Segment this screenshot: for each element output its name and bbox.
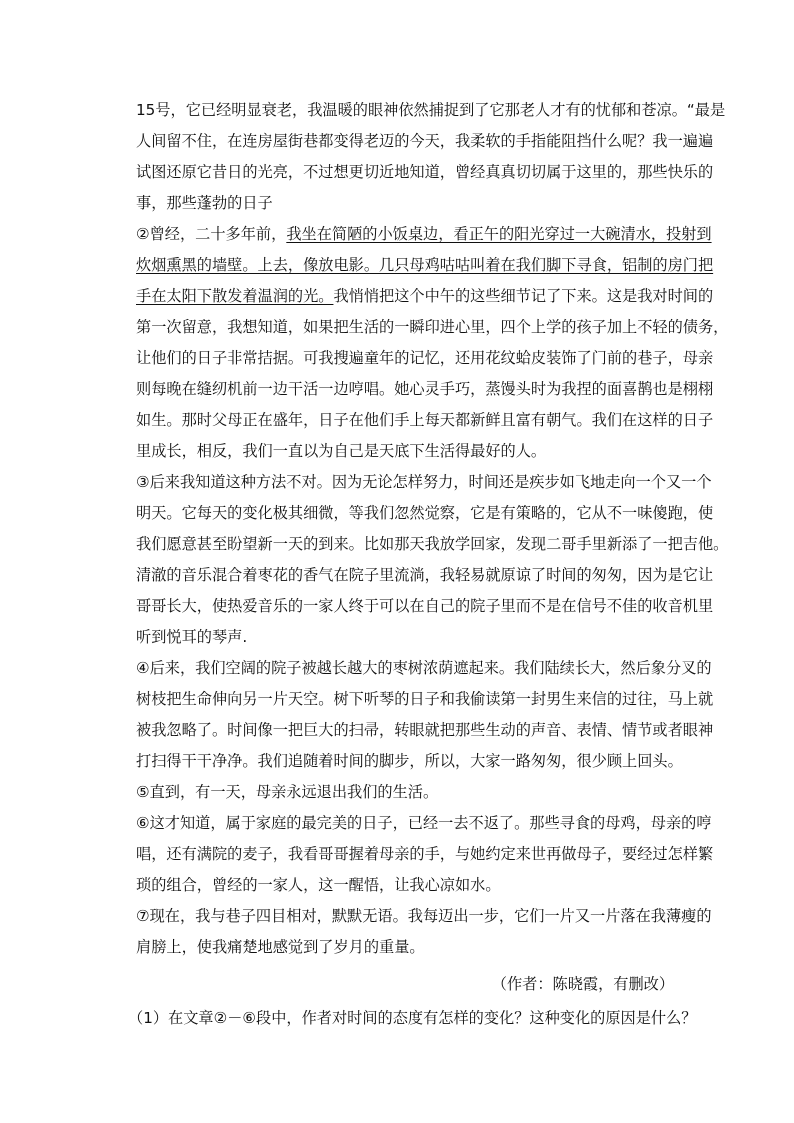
para2-plain-start: ②曾经，二十多年前， — [136, 225, 287, 243]
text-line-10: 则每晚在缝纫机前一边干活一边哼唱。她心灵手巧，蒸馒头时为我捏的面喜鹊也是栩栩 — [136, 380, 714, 398]
text-line-13: ③后来我知道这种方法不对。因为无论怎样努力，时间还是疾步如飞地走向一个又一个 — [136, 473, 712, 491]
para2-plain-end: 我悄悄把这个中午的这些细节记了下来。这是我对时间的 — [333, 287, 714, 305]
text-line-15: 我们愿意甚至盼望新一天的到来。比如那天我放学回家，发现二哥手里新添了一把吉他。 — [136, 535, 729, 553]
author-attribution: （作者：陈晓霞，有删改） — [491, 975, 674, 993]
text-line-19: ④后来，我们空阔的院子被越长越大的枣树浓荫遮起来。我们陆续长大，然后象分叉的 — [136, 659, 712, 677]
text-line-17: 哥哥长大，使热爱音乐的一家人终于可以在自己的院子里而不是在信号不佳的收音机里 — [136, 597, 714, 615]
underlined-sentence-part-1: 我坐在简陋的小饭桌边，看正午的阳光穿过一大碗清水，投射到 — [286, 225, 712, 243]
text-line-28: 肩膀上，使我痛楚地感觉到了岁月的重量。 — [136, 938, 425, 956]
text-line-1: 15号，它已经明显衰老，我温暖的眼神依然捕捉到了它那老人才有的忧郁和苍凉。“最是 — [136, 101, 726, 119]
text-line-27: ⑦现在，我与巷子四目相对，默默无语。我每迈出一步，它们一片又一片落在我薄瘦的 — [136, 907, 712, 925]
text-line-5 — [136, 223, 712, 245]
text-line-4: 事，那些蓬勃的日子 — [136, 194, 273, 212]
question-1: （1）在文章②－⑥段中，作者对时间的态度有怎样的变化？这种变化的原因是什么？ — [128, 1009, 697, 1027]
text-line-7 — [136, 285, 714, 307]
underlined-sentence-part-2: 炊烟熏黑的墙壁。上去，像放电影。几只母鸡咕咕叫着在我们脚下寻食，铝制的房门把 — [136, 256, 714, 274]
text-line-26: 琐的组合，曾经的一家人，这一醒悟，让我心凉如水。 — [136, 876, 501, 894]
text-line-22: 打扫得干干净净。我们追随着时间的脚步，所以，大家一路匆匆，很少顾上回头。 — [136, 752, 683, 770]
text-line-2: 人间留不住，在连房屋街巷都变得老迈的今天，我柔软的手指能阻挡什么呢？我一遍遍 — [136, 132, 714, 150]
text-line-12: 里成长，相反，我们一直以为自己是天底下生活得最好的人。 — [136, 442, 547, 460]
text-line-18: 听到悦耳的琴声. — [136, 628, 248, 646]
text-line-24: ⑥这才知道，属于家庭的最完美的日子，已经一去不返了。那些寻食的母鸡，母亲的哼 — [136, 814, 712, 832]
text-line-3: 试图还原它昔日的光亮，不过想更切近地知道，曾经真真切切属于这里的，那些快乐的 — [136, 163, 714, 181]
text-line-9: 让他们的日子非常拮据。可我搜遍童年的记忆，还用花纹蛤皮装饰了门前的巷子，母亲 — [136, 349, 714, 367]
text-line-14: 明天。它每天的变化极其细微，等我们忽然觉察，它是有策略的，它从不一味傻跑，使 — [136, 504, 714, 522]
text-line-16: 清澈的音乐混合着枣花的香气在院子里流淌，我轻易就原谅了时间的匆匆，因为是它让 — [136, 566, 714, 584]
text-line-25: 唱，还有满院的麦子，我看哥哥握着母亲的手，与她约定来世再做母子，要经过怎样繁 — [136, 845, 714, 863]
text-line-11: 如生。那时父母正在盛年，日子在他们手上每天都新鲜且富有朝气。我们在这样的日子 — [136, 411, 714, 429]
text-line-23: ⑤直到，有一天，母亲永远退出我们的生活。 — [136, 783, 439, 801]
text-line-20: 树枝把生命伸向另一片天空。树下听琴的日子和我偷读第一封男生来信的过往，马上就 — [136, 690, 714, 708]
text-line-8: 第一次留意，我想知道，如果把生活的一瞬印进心里，四个上学的孩子加上不轻的债务， — [136, 318, 729, 336]
text-line-21: 被我忽略了。时间像一把巨大的扫帚，转眼就把那些生动的声音、表情、情节或者眼神 — [136, 721, 714, 739]
underlined-sentence-part-3: 手在太阳下散发着温润的光。 — [136, 287, 334, 305]
